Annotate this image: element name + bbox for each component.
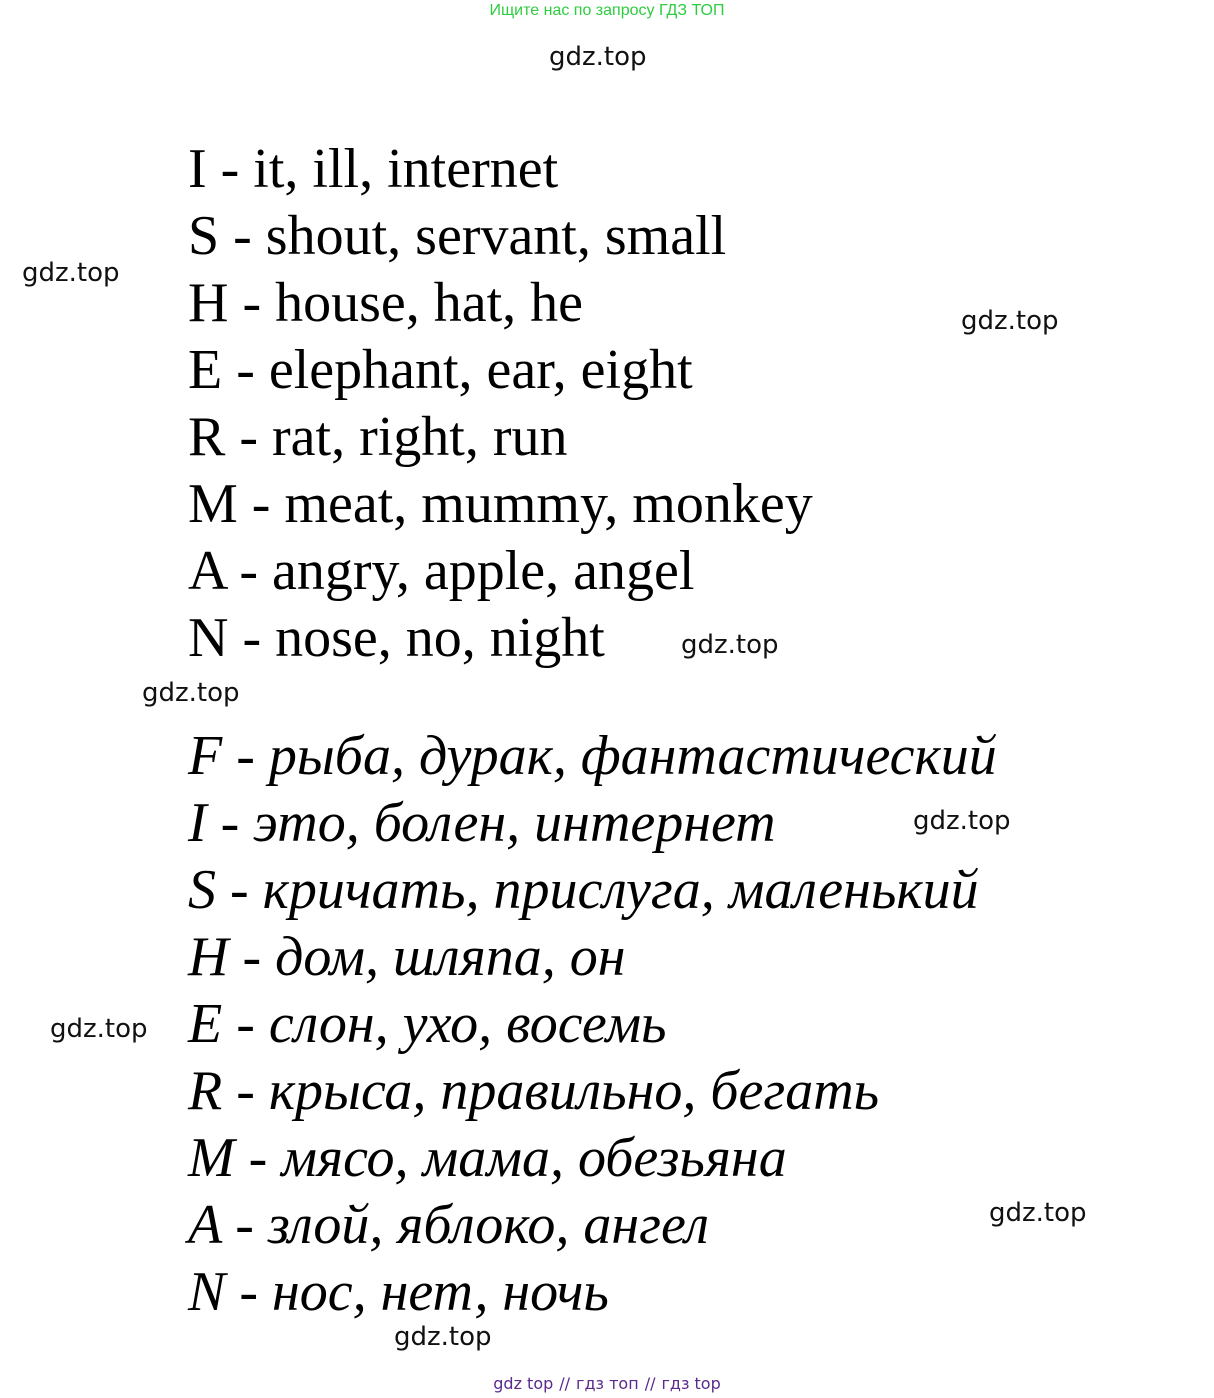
- russian-line: N - нос, нет, ночь: [188, 1261, 609, 1323]
- russian-line: S - кричать, прислуга, маленький: [188, 859, 979, 921]
- footer-separator: //: [644, 1374, 656, 1393]
- footer-links: [0, 1374, 1214, 1393]
- watermark: gdz.top: [142, 678, 240, 708]
- russian-line: M - мясо, мама, обезьяна: [188, 1127, 787, 1189]
- english-line: I - it, ill, internet: [188, 138, 559, 200]
- watermark: gdz.top: [549, 42, 647, 72]
- english-line: M - meat, mummy, monkey: [188, 473, 813, 535]
- footer-link-gdz-top-ru[interactable]: гдз топ: [576, 1374, 639, 1393]
- footer-link-gdz-top[interactable]: gdz top: [493, 1374, 554, 1393]
- watermark: gdz.top: [961, 306, 1059, 336]
- russian-line: H - дом, шляпа, он: [188, 926, 626, 988]
- russian-line: E - слон, ухо, восемь: [188, 993, 667, 1055]
- english-line: S - shout, servant, small: [188, 205, 727, 267]
- promo-link[interactable]: Ищите нас по запросу ГДЗ ТОП: [489, 2, 725, 19]
- watermark: gdz.top: [913, 806, 1011, 836]
- russian-line: A - злой, яблоко, ангел: [188, 1194, 709, 1256]
- russian-line: R - крыса, правильно, бегать: [188, 1060, 880, 1122]
- english-line: A - angry, apple, angel: [188, 540, 695, 602]
- watermark: gdz.top: [22, 258, 120, 288]
- watermark: gdz.top: [50, 1014, 148, 1044]
- english-line: R - rat, right, run: [188, 406, 568, 468]
- english-line: H - house, hat, he: [188, 272, 584, 334]
- footer-link-gdz-top-mixed[interactable]: гдз top: [661, 1374, 721, 1393]
- english-line: N - nose, no, night: [188, 607, 605, 669]
- watermark: gdz.top: [989, 1198, 1087, 1228]
- watermark: gdz.top: [681, 630, 779, 660]
- watermark: gdz.top: [394, 1322, 492, 1352]
- footer-separator: //: [559, 1374, 571, 1393]
- russian-line: I - это, болен, интернет: [188, 792, 776, 854]
- english-line: E - elephant, ear, eight: [188, 339, 693, 401]
- russian-line: F - рыба, дурак, фантастический: [188, 725, 997, 787]
